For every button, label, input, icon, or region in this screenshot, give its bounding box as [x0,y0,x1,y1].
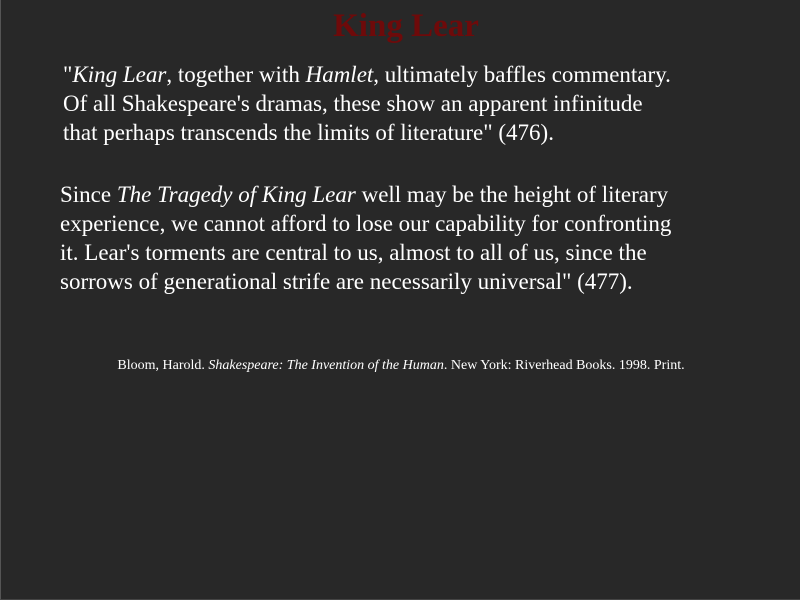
slide-title: King Lear [333,8,479,44]
citation-rest: . New York: Riverhead Books. 1998. Print. [443,358,685,373]
quote-work-king-lear: King Lear [72,62,167,87]
quote-text-1: , together with [166,62,306,87]
para-line-3: it. Lear's torments are central to us, almost to all of us, since the [60,240,647,265]
para-line-4: sorrows of generational strife are necessarily universal" (477). [60,269,633,294]
quote-line-2: Of all Shakespeare's dramas, these show an apparent infinitude [63,91,643,116]
citation-author: Bloom, Harold. [117,358,209,373]
bloom-quote [63,60,783,147]
quote-line-3: that perhaps transcends the limits of literature" (476). [63,120,554,145]
quote-work-hamlet: Hamlet [305,62,374,87]
para-rest-1: well may be the height of literary [355,182,669,207]
para-work-title: The Tragedy of King Lear [116,182,356,207]
quote-text-2: , ultimately baffles commentary. [373,62,671,87]
para-line-2: experience, we cannot afford to lose our capability for confronting [60,211,672,236]
citation [1,356,800,376]
citation-book: Shakespeare: The Invention of the Human [208,358,444,373]
quote-open-mark: " [63,62,73,87]
bloom-paragraph [60,180,780,296]
para-start: Since [60,182,117,207]
